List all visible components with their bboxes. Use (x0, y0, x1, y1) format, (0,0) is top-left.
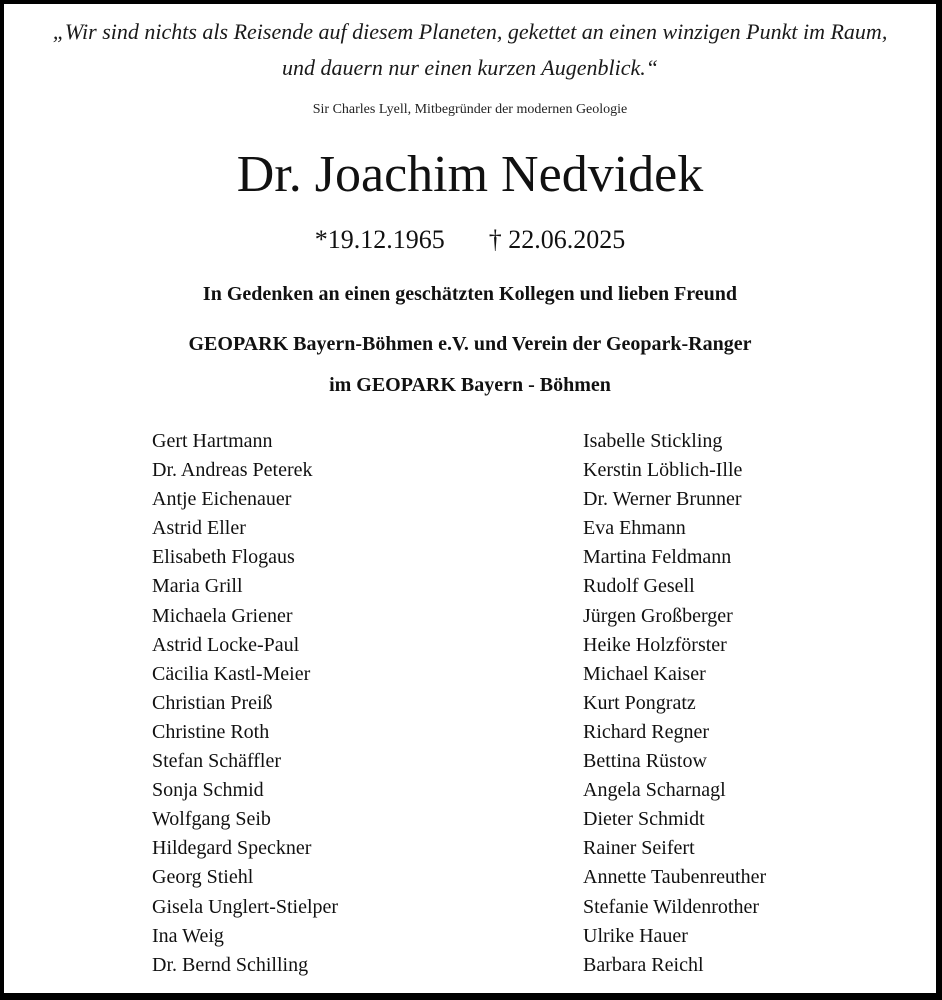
mourner-name: Annette Taubenreuther (583, 866, 767, 889)
mourner-name: Cäcilia Kastl-Meier (152, 662, 311, 685)
birth-date: *19.12.1965 (314, 225, 445, 254)
mourner-name: Eva Ehmann (583, 517, 686, 540)
mourner-name: Gert Hartmann (152, 430, 273, 452)
mourner-name: Michael Kaiser (583, 662, 706, 685)
tribute-line-3: im GEOPARK Bayern - Böhmen (329, 374, 611, 396)
mourner-name: Dr. Andreas Peterek (152, 459, 313, 482)
tribute-line-2: GEOPARK Bayern-Böhmen e.V. und Verein der Geopark-Ranger (188, 333, 752, 355)
tribute-line-1: In Gedenken an einen geschätzten Kollegen und lieben Freund (202, 283, 738, 305)
mourner-name: Stefan Schäffler (152, 750, 282, 773)
mourner-name: Georg Stiehl (152, 866, 254, 889)
mourner-name: Dr. Bernd Schilling (152, 953, 309, 976)
mourner-name: Rainer Seifert (583, 837, 695, 860)
mourner-name: Isabelle Stickling (583, 430, 723, 452)
mourner-name: Ulrike Hauer (583, 924, 688, 947)
mourner-name: Dr. Werner Brunner (583, 488, 742, 511)
mourner-name: Kerstin Löblich-Ille (583, 459, 743, 482)
mourner-name: Martina Feldmann (583, 546, 732, 569)
mourner-name: Dieter Schmidt (583, 808, 705, 831)
mourner-name: Astrid Locke-Paul (152, 633, 300, 656)
mourner-name: Barbara Reichl (583, 953, 704, 976)
mourner-name: Wolfgang Seib (152, 808, 271, 831)
mourner-name: Antje Eichenauer (152, 488, 292, 511)
mourner-name: Stefanie Wildenrother (583, 895, 759, 918)
mourner-name: Rudolf Gesell (583, 575, 695, 598)
mourners-right-column (583, 427, 766, 980)
mourner-name: Kurt Pongratz (583, 691, 696, 714)
mourner-name: Hildegard Speckner (152, 837, 312, 860)
mourner-name: Maria Grill (152, 575, 243, 598)
mourners-left-column (152, 427, 338, 980)
mourner-name: Astrid Eller (152, 517, 246, 540)
quote-line-1: „Wir sind nichts als Reisende auf diesem Planeten, gekettet an einen winzigen Punkt im Raum, (52, 19, 888, 44)
mourner-name: Richard Regner (583, 720, 710, 743)
death-date: † 22.06.2025 (488, 225, 626, 254)
mourner-name: Michaela Griener (152, 604, 293, 627)
obituary-notice (4, 4, 936, 993)
mourner-name: Elisabeth Flogaus (152, 546, 295, 569)
mourner-name: Heike Holzförster (583, 633, 727, 656)
life-dates (4, 224, 936, 256)
mourner-name: Angela Scharnagl (583, 779, 726, 802)
deceased-name: Dr. Joachim Nedvidek (236, 146, 704, 203)
mourner-name: Sonja Schmid (152, 779, 264, 802)
quote-source: Sir Charles Lyell, Mitbegründer der modernen Geologie (312, 102, 628, 117)
mourner-name: Jürgen Großberger (583, 604, 733, 627)
mourner-name: Christine Roth (152, 720, 270, 743)
mourner-name: Gisela Unglert-Stielper (152, 895, 339, 918)
quote-line-2: und dauern nur einen kurzen Augenblick.“ (282, 55, 658, 80)
mourner-name: Bettina Rüstow (583, 750, 707, 773)
mourner-name: Ina Weig (152, 924, 224, 947)
mourner-name: Christian Preiß (152, 691, 273, 714)
